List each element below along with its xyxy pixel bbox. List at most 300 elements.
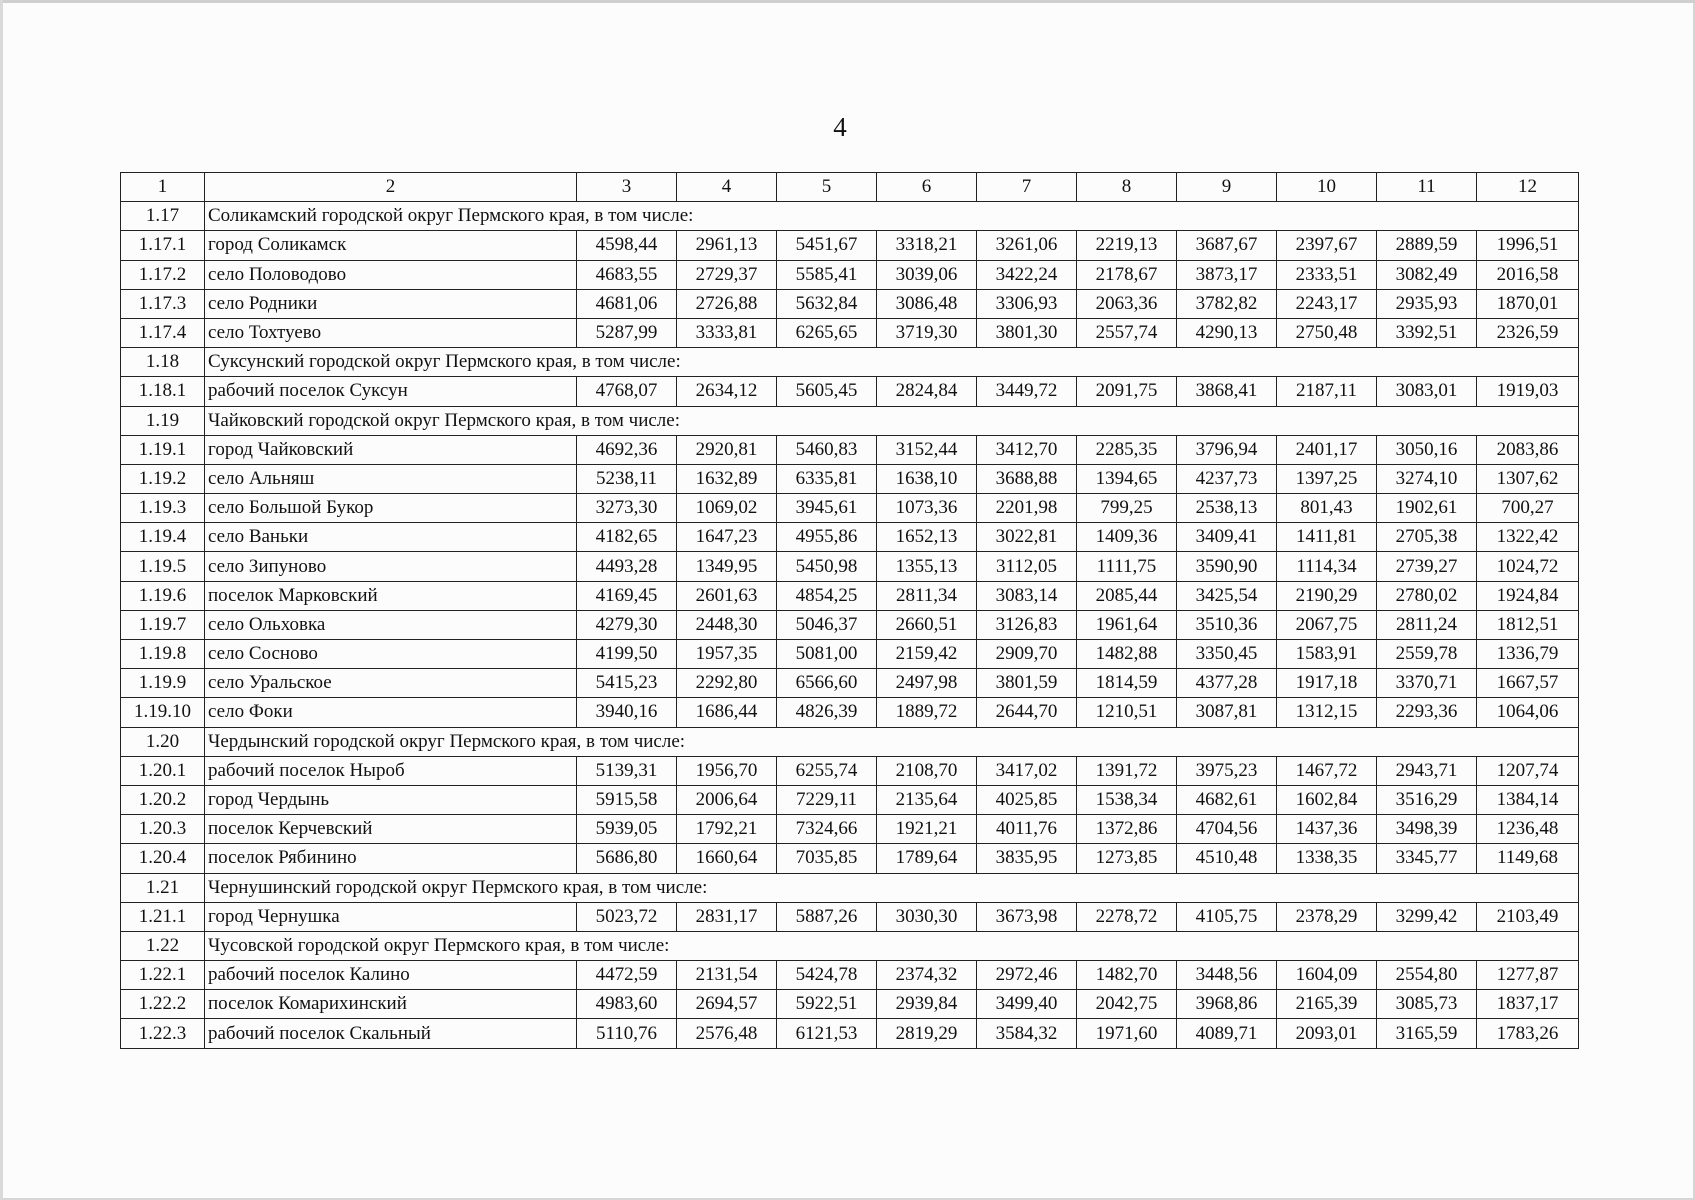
value-cell: 1583,91 bbox=[1277, 640, 1377, 669]
value-cell: 4826,39 bbox=[777, 698, 877, 727]
value-cell: 1149,68 bbox=[1477, 844, 1579, 873]
row-code: 1.20.4 bbox=[121, 844, 205, 873]
value-cell: 4472,59 bbox=[577, 961, 677, 990]
value-cell: 6121,53 bbox=[777, 1019, 877, 1048]
value-cell: 1971,60 bbox=[1077, 1019, 1177, 1048]
value-cell: 1996,51 bbox=[1477, 231, 1579, 260]
value-cell: 4105,75 bbox=[1177, 902, 1277, 931]
value-cell: 1814,59 bbox=[1077, 669, 1177, 698]
row-code: 1.21.1 bbox=[121, 902, 205, 931]
group-name: Чайковский городской округ Пермского края, в том числе: bbox=[205, 406, 1579, 435]
value-cell: 1837,17 bbox=[1477, 990, 1579, 1019]
value-cell: 6566,60 bbox=[777, 669, 877, 698]
table-row bbox=[121, 961, 1579, 990]
value-cell: 3039,06 bbox=[877, 260, 977, 289]
row-code: 1.22.2 bbox=[121, 990, 205, 1019]
value-cell: 3801,30 bbox=[977, 318, 1077, 347]
value-cell: 2634,12 bbox=[677, 377, 777, 406]
value-cell: 1917,18 bbox=[1277, 669, 1377, 698]
row-code: 1.20 bbox=[121, 727, 205, 756]
table-row bbox=[121, 318, 1579, 347]
value-cell: 1349,95 bbox=[677, 552, 777, 581]
value-cell: 2726,88 bbox=[677, 289, 777, 318]
value-cell: 5605,45 bbox=[777, 377, 877, 406]
group-row bbox=[121, 406, 1579, 435]
value-cell: 7324,66 bbox=[777, 815, 877, 844]
value-cell: 3673,98 bbox=[977, 902, 1077, 931]
table-row bbox=[121, 289, 1579, 318]
settlement-name: село Родники bbox=[205, 289, 577, 318]
value-cell: 2750,48 bbox=[1277, 318, 1377, 347]
value-cell: 2943,71 bbox=[1377, 756, 1477, 785]
value-cell: 3835,95 bbox=[977, 844, 1077, 873]
value-cell: 3412,70 bbox=[977, 435, 1077, 464]
row-code: 1.22.3 bbox=[121, 1019, 205, 1048]
value-cell: 2819,29 bbox=[877, 1019, 977, 1048]
value-cell: 3152,44 bbox=[877, 435, 977, 464]
value-cell: 3422,24 bbox=[977, 260, 1077, 289]
column-header: 12 bbox=[1477, 173, 1579, 202]
value-cell: 5287,99 bbox=[577, 318, 677, 347]
value-cell: 2093,01 bbox=[1277, 1019, 1377, 1048]
value-cell: 2824,84 bbox=[877, 377, 977, 406]
value-cell: 5415,23 bbox=[577, 669, 677, 698]
value-cell: 4237,73 bbox=[1177, 464, 1277, 493]
value-cell: 801,43 bbox=[1277, 494, 1377, 523]
row-code: 1.19.5 bbox=[121, 552, 205, 581]
value-cell: 1210,51 bbox=[1077, 698, 1177, 727]
value-cell: 2909,70 bbox=[977, 640, 1077, 669]
value-cell: 1921,21 bbox=[877, 815, 977, 844]
value-cell: 1482,88 bbox=[1077, 640, 1177, 669]
column-header: 11 bbox=[1377, 173, 1477, 202]
row-code: 1.19.8 bbox=[121, 640, 205, 669]
value-cell: 4983,60 bbox=[577, 990, 677, 1019]
value-cell: 7229,11 bbox=[777, 785, 877, 814]
value-cell: 1372,86 bbox=[1077, 815, 1177, 844]
value-cell: 1957,35 bbox=[677, 640, 777, 669]
value-cell: 2554,80 bbox=[1377, 961, 1477, 990]
table-row bbox=[121, 844, 1579, 873]
row-code: 1.22.1 bbox=[121, 961, 205, 990]
value-cell: 4598,44 bbox=[577, 231, 677, 260]
value-cell: 2135,64 bbox=[877, 785, 977, 814]
value-cell: 1889,72 bbox=[877, 698, 977, 727]
value-cell: 3688,88 bbox=[977, 464, 1077, 493]
value-cell: 2131,54 bbox=[677, 961, 777, 990]
value-cell: 1307,62 bbox=[1477, 464, 1579, 493]
value-cell: 5585,41 bbox=[777, 260, 877, 289]
row-code: 1.20.1 bbox=[121, 756, 205, 785]
value-cell: 1312,15 bbox=[1277, 698, 1377, 727]
row-code: 1.19 bbox=[121, 406, 205, 435]
value-cell: 1956,70 bbox=[677, 756, 777, 785]
value-cell: 2644,70 bbox=[977, 698, 1077, 727]
settlement-name: город Соликамск bbox=[205, 231, 577, 260]
value-cell: 799,25 bbox=[1077, 494, 1177, 523]
value-cell: 1789,64 bbox=[877, 844, 977, 873]
value-cell: 2006,64 bbox=[677, 785, 777, 814]
value-cell: 3687,67 bbox=[1177, 231, 1277, 260]
table-row bbox=[121, 610, 1579, 639]
value-cell: 2091,75 bbox=[1077, 377, 1177, 406]
group-name: Чусовской городской округ Пермского края, в том числе: bbox=[205, 931, 1579, 960]
value-cell: 2576,48 bbox=[677, 1019, 777, 1048]
value-cell: 1482,70 bbox=[1077, 961, 1177, 990]
settlement-name: село Тохтуево bbox=[205, 318, 577, 347]
value-cell: 3499,40 bbox=[977, 990, 1077, 1019]
value-cell: 1902,61 bbox=[1377, 494, 1477, 523]
scan-edge-left bbox=[0, 0, 3, 1200]
value-cell: 1538,34 bbox=[1077, 785, 1177, 814]
column-header: 5 bbox=[777, 173, 877, 202]
group-row bbox=[121, 873, 1579, 902]
value-cell: 4682,61 bbox=[1177, 785, 1277, 814]
value-cell: 3945,61 bbox=[777, 494, 877, 523]
table-row bbox=[121, 377, 1579, 406]
settlement-name: село Ваньки bbox=[205, 523, 577, 552]
row-code: 1.21 bbox=[121, 873, 205, 902]
settlement-name: город Чердынь bbox=[205, 785, 577, 814]
row-code: 1.17.4 bbox=[121, 318, 205, 347]
column-header: 4 bbox=[677, 173, 777, 202]
value-cell: 2293,36 bbox=[1377, 698, 1477, 727]
value-cell: 4692,36 bbox=[577, 435, 677, 464]
value-cell: 3030,30 bbox=[877, 902, 977, 931]
value-cell: 1064,06 bbox=[1477, 698, 1579, 727]
value-cell: 1394,65 bbox=[1077, 464, 1177, 493]
value-cell: 3086,48 bbox=[877, 289, 977, 318]
value-cell: 3584,32 bbox=[977, 1019, 1077, 1048]
value-cell: 2660,51 bbox=[877, 610, 977, 639]
value-cell: 1660,64 bbox=[677, 844, 777, 873]
row-code: 1.17.1 bbox=[121, 231, 205, 260]
value-cell: 2961,13 bbox=[677, 231, 777, 260]
value-cell: 2448,30 bbox=[677, 610, 777, 639]
value-cell: 2889,59 bbox=[1377, 231, 1477, 260]
value-cell: 1792,21 bbox=[677, 815, 777, 844]
value-cell: 4768,07 bbox=[577, 377, 677, 406]
value-cell: 3083,14 bbox=[977, 581, 1077, 610]
value-cell: 2067,75 bbox=[1277, 610, 1377, 639]
value-cell: 2333,51 bbox=[1277, 260, 1377, 289]
value-cell: 3425,54 bbox=[1177, 581, 1277, 610]
value-cell: 2705,38 bbox=[1377, 523, 1477, 552]
value-cell: 3306,93 bbox=[977, 289, 1077, 318]
value-cell: 2165,39 bbox=[1277, 990, 1377, 1019]
value-cell: 3318,21 bbox=[877, 231, 977, 260]
value-cell: 2042,75 bbox=[1077, 990, 1177, 1019]
value-cell: 1638,10 bbox=[877, 464, 977, 493]
value-cell: 4182,65 bbox=[577, 523, 677, 552]
value-cell: 1391,72 bbox=[1077, 756, 1177, 785]
value-cell: 2694,57 bbox=[677, 990, 777, 1019]
value-cell: 3975,23 bbox=[1177, 756, 1277, 785]
value-cell: 2497,98 bbox=[877, 669, 977, 698]
table-row bbox=[121, 640, 1579, 669]
value-cell: 2219,13 bbox=[1077, 231, 1177, 260]
value-cell: 3082,49 bbox=[1377, 260, 1477, 289]
row-code: 1.20.2 bbox=[121, 785, 205, 814]
value-cell: 2831,17 bbox=[677, 902, 777, 931]
value-cell: 1111,75 bbox=[1077, 552, 1177, 581]
table-header-row bbox=[121, 173, 1579, 202]
settlement-name: поселок Комарихинский bbox=[205, 990, 577, 1019]
settlement-name: поселок Марковский bbox=[205, 581, 577, 610]
table-row bbox=[121, 1019, 1579, 1048]
value-cell: 3392,51 bbox=[1377, 318, 1477, 347]
value-cell: 5238,11 bbox=[577, 464, 677, 493]
value-cell: 6255,74 bbox=[777, 756, 877, 785]
value-cell: 4683,55 bbox=[577, 260, 677, 289]
value-cell: 1073,36 bbox=[877, 494, 977, 523]
row-code: 1.17.3 bbox=[121, 289, 205, 318]
value-cell: 5460,83 bbox=[777, 435, 877, 464]
value-cell: 2278,72 bbox=[1077, 902, 1177, 931]
value-cell: 4955,86 bbox=[777, 523, 877, 552]
value-cell: 1812,51 bbox=[1477, 610, 1579, 639]
value-cell: 4377,28 bbox=[1177, 669, 1277, 698]
scan-edge-top bbox=[0, 0, 1695, 3]
value-cell: 2538,13 bbox=[1177, 494, 1277, 523]
value-cell: 5424,78 bbox=[777, 961, 877, 990]
value-cell: 2285,35 bbox=[1077, 435, 1177, 464]
value-cell: 6335,81 bbox=[777, 464, 877, 493]
row-code: 1.19.4 bbox=[121, 523, 205, 552]
value-cell: 4199,50 bbox=[577, 640, 677, 669]
group-row bbox=[121, 202, 1579, 231]
value-cell: 2108,70 bbox=[877, 756, 977, 785]
value-cell: 2939,84 bbox=[877, 990, 977, 1019]
table-row bbox=[121, 260, 1579, 289]
value-cell: 5046,37 bbox=[777, 610, 877, 639]
table-row bbox=[121, 669, 1579, 698]
table-row bbox=[121, 523, 1579, 552]
table-row bbox=[121, 552, 1579, 581]
settlement-name: поселок Рябинино bbox=[205, 844, 577, 873]
settlement-name: село Альняш bbox=[205, 464, 577, 493]
value-cell: 2243,17 bbox=[1277, 289, 1377, 318]
column-header: 6 bbox=[877, 173, 977, 202]
settlement-name: село Уральское bbox=[205, 669, 577, 698]
row-code: 1.19.2 bbox=[121, 464, 205, 493]
table-row bbox=[121, 581, 1579, 610]
column-header: 8 bbox=[1077, 173, 1177, 202]
page-number: 4 bbox=[833, 112, 847, 142]
value-cell: 3782,82 bbox=[1177, 289, 1277, 318]
table-body bbox=[121, 173, 1579, 1049]
value-cell: 4854,25 bbox=[777, 581, 877, 610]
table-row bbox=[121, 785, 1579, 814]
value-cell: 2557,74 bbox=[1077, 318, 1177, 347]
value-cell: 3448,56 bbox=[1177, 961, 1277, 990]
settlement-name: село Половодово bbox=[205, 260, 577, 289]
value-cell: 1604,09 bbox=[1277, 961, 1377, 990]
value-cell: 3350,45 bbox=[1177, 640, 1277, 669]
group-name: Соликамский городской округ Пермского края, в том числе: bbox=[205, 202, 1579, 231]
value-cell: 5686,80 bbox=[577, 844, 677, 873]
row-code: 1.18 bbox=[121, 348, 205, 377]
settlement-name: село Фоки bbox=[205, 698, 577, 727]
value-cell: 3087,81 bbox=[1177, 698, 1277, 727]
value-cell: 2601,63 bbox=[677, 581, 777, 610]
value-cell: 1338,35 bbox=[1277, 844, 1377, 873]
value-cell: 2935,93 bbox=[1377, 289, 1477, 318]
value-cell: 5450,98 bbox=[777, 552, 877, 581]
settlement-name: село Зипуново bbox=[205, 552, 577, 581]
value-cell: 3083,01 bbox=[1377, 377, 1477, 406]
tariff-table bbox=[120, 172, 1579, 1049]
settlement-name: рабочий поселок Калино bbox=[205, 961, 577, 990]
value-cell: 3050,16 bbox=[1377, 435, 1477, 464]
group-name: Чердынский городской округ Пермского края, в том числе: bbox=[205, 727, 1579, 756]
value-cell: 3719,30 bbox=[877, 318, 977, 347]
value-cell: 5922,51 bbox=[777, 990, 877, 1019]
row-code: 1.19.9 bbox=[121, 669, 205, 698]
value-cell: 2326,59 bbox=[1477, 318, 1579, 347]
value-cell: 1919,03 bbox=[1477, 377, 1579, 406]
value-cell: 1411,81 bbox=[1277, 523, 1377, 552]
value-cell: 2811,24 bbox=[1377, 610, 1477, 639]
value-cell: 1114,34 bbox=[1277, 552, 1377, 581]
value-cell: 4025,85 bbox=[977, 785, 1077, 814]
value-cell: 3510,36 bbox=[1177, 610, 1277, 639]
value-cell: 3274,10 bbox=[1377, 464, 1477, 493]
settlement-name: рабочий поселок Скальный bbox=[205, 1019, 577, 1048]
value-cell: 700,27 bbox=[1477, 494, 1579, 523]
row-code: 1.19.7 bbox=[121, 610, 205, 639]
table-row bbox=[121, 815, 1579, 844]
table-row bbox=[121, 990, 1579, 1019]
value-cell: 3299,42 bbox=[1377, 902, 1477, 931]
value-cell: 3873,17 bbox=[1177, 260, 1277, 289]
value-cell: 2178,67 bbox=[1077, 260, 1177, 289]
value-cell: 5110,76 bbox=[577, 1019, 677, 1048]
table-row bbox=[121, 756, 1579, 785]
value-cell: 2016,58 bbox=[1477, 260, 1579, 289]
settlement-name: село Большой Букор bbox=[205, 494, 577, 523]
column-header: 1 bbox=[121, 173, 205, 202]
value-cell: 2378,29 bbox=[1277, 902, 1377, 931]
value-cell: 3085,73 bbox=[1377, 990, 1477, 1019]
settlement-name: город Чайковский bbox=[205, 435, 577, 464]
table-row bbox=[121, 231, 1579, 260]
value-cell: 2085,44 bbox=[1077, 581, 1177, 610]
value-cell: 1437,36 bbox=[1277, 815, 1377, 844]
value-cell: 1024,72 bbox=[1477, 552, 1579, 581]
table-row bbox=[121, 494, 1579, 523]
value-cell: 1069,02 bbox=[677, 494, 777, 523]
settlement-name: рабочий поселок Суксун bbox=[205, 377, 577, 406]
value-cell: 1667,57 bbox=[1477, 669, 1579, 698]
row-code: 1.17 bbox=[121, 202, 205, 231]
value-cell: 2201,98 bbox=[977, 494, 1077, 523]
value-cell: 3516,29 bbox=[1377, 785, 1477, 814]
table-row bbox=[121, 902, 1579, 931]
row-code: 1.18.1 bbox=[121, 377, 205, 406]
value-cell: 2374,32 bbox=[877, 961, 977, 990]
value-cell: 5081,00 bbox=[777, 640, 877, 669]
table-row bbox=[121, 435, 1579, 464]
value-cell: 1632,89 bbox=[677, 464, 777, 493]
row-code: 1.19.10 bbox=[121, 698, 205, 727]
value-cell: 4704,56 bbox=[1177, 815, 1277, 844]
value-cell: 4493,28 bbox=[577, 552, 677, 581]
value-cell: 1647,23 bbox=[677, 523, 777, 552]
value-cell: 1355,13 bbox=[877, 552, 977, 581]
value-cell: 3940,16 bbox=[577, 698, 677, 727]
value-cell: 4011,76 bbox=[977, 815, 1077, 844]
value-cell: 2811,34 bbox=[877, 581, 977, 610]
group-row bbox=[121, 931, 1579, 960]
value-cell: 4510,48 bbox=[1177, 844, 1277, 873]
value-cell: 1686,44 bbox=[677, 698, 777, 727]
column-header: 3 bbox=[577, 173, 677, 202]
value-cell: 3417,02 bbox=[977, 756, 1077, 785]
row-code: 1.19.6 bbox=[121, 581, 205, 610]
value-cell: 5915,58 bbox=[577, 785, 677, 814]
value-cell: 5139,31 bbox=[577, 756, 677, 785]
value-cell: 2920,81 bbox=[677, 435, 777, 464]
value-cell: 1277,87 bbox=[1477, 961, 1579, 990]
value-cell: 2401,17 bbox=[1277, 435, 1377, 464]
settlement-name: село Сосново bbox=[205, 640, 577, 669]
row-code: 1.17.2 bbox=[121, 260, 205, 289]
settlement-name: рабочий поселок Ныроб bbox=[205, 756, 577, 785]
value-cell: 2729,37 bbox=[677, 260, 777, 289]
value-cell: 2083,86 bbox=[1477, 435, 1579, 464]
value-cell: 2397,67 bbox=[1277, 231, 1377, 260]
value-cell: 3796,94 bbox=[1177, 435, 1277, 464]
value-cell: 3370,71 bbox=[1377, 669, 1477, 698]
value-cell: 1409,36 bbox=[1077, 523, 1177, 552]
value-cell: 7035,85 bbox=[777, 844, 877, 873]
value-cell: 3590,90 bbox=[1177, 552, 1277, 581]
group-row bbox=[121, 348, 1579, 377]
value-cell: 3409,41 bbox=[1177, 523, 1277, 552]
value-cell: 3165,59 bbox=[1377, 1019, 1477, 1048]
value-cell: 3261,06 bbox=[977, 231, 1077, 260]
settlement-name: город Чернушка bbox=[205, 902, 577, 931]
value-cell: 1397,25 bbox=[1277, 464, 1377, 493]
value-cell: 5632,84 bbox=[777, 289, 877, 318]
value-cell: 4089,71 bbox=[1177, 1019, 1277, 1048]
value-cell: 2190,29 bbox=[1277, 581, 1377, 610]
row-code: 1.19.3 bbox=[121, 494, 205, 523]
value-cell: 1322,42 bbox=[1477, 523, 1579, 552]
value-cell: 5451,67 bbox=[777, 231, 877, 260]
value-cell: 3968,86 bbox=[1177, 990, 1277, 1019]
value-cell: 1783,26 bbox=[1477, 1019, 1579, 1048]
value-cell: 3112,05 bbox=[977, 552, 1077, 581]
value-cell: 3449,72 bbox=[977, 377, 1077, 406]
row-code: 1.19.1 bbox=[121, 435, 205, 464]
value-cell: 2292,80 bbox=[677, 669, 777, 698]
value-cell: 4169,45 bbox=[577, 581, 677, 610]
value-cell: 2739,27 bbox=[1377, 552, 1477, 581]
value-cell: 5939,05 bbox=[577, 815, 677, 844]
value-cell: 4290,13 bbox=[1177, 318, 1277, 347]
value-cell: 4681,06 bbox=[577, 289, 677, 318]
value-cell: 1336,79 bbox=[1477, 640, 1579, 669]
value-cell: 2159,42 bbox=[877, 640, 977, 669]
value-cell: 2187,11 bbox=[1277, 377, 1377, 406]
value-cell: 1602,84 bbox=[1277, 785, 1377, 814]
value-cell: 6265,65 bbox=[777, 318, 877, 347]
row-code: 1.22 bbox=[121, 931, 205, 960]
value-cell: 1236,48 bbox=[1477, 815, 1579, 844]
value-cell: 2972,46 bbox=[977, 961, 1077, 990]
